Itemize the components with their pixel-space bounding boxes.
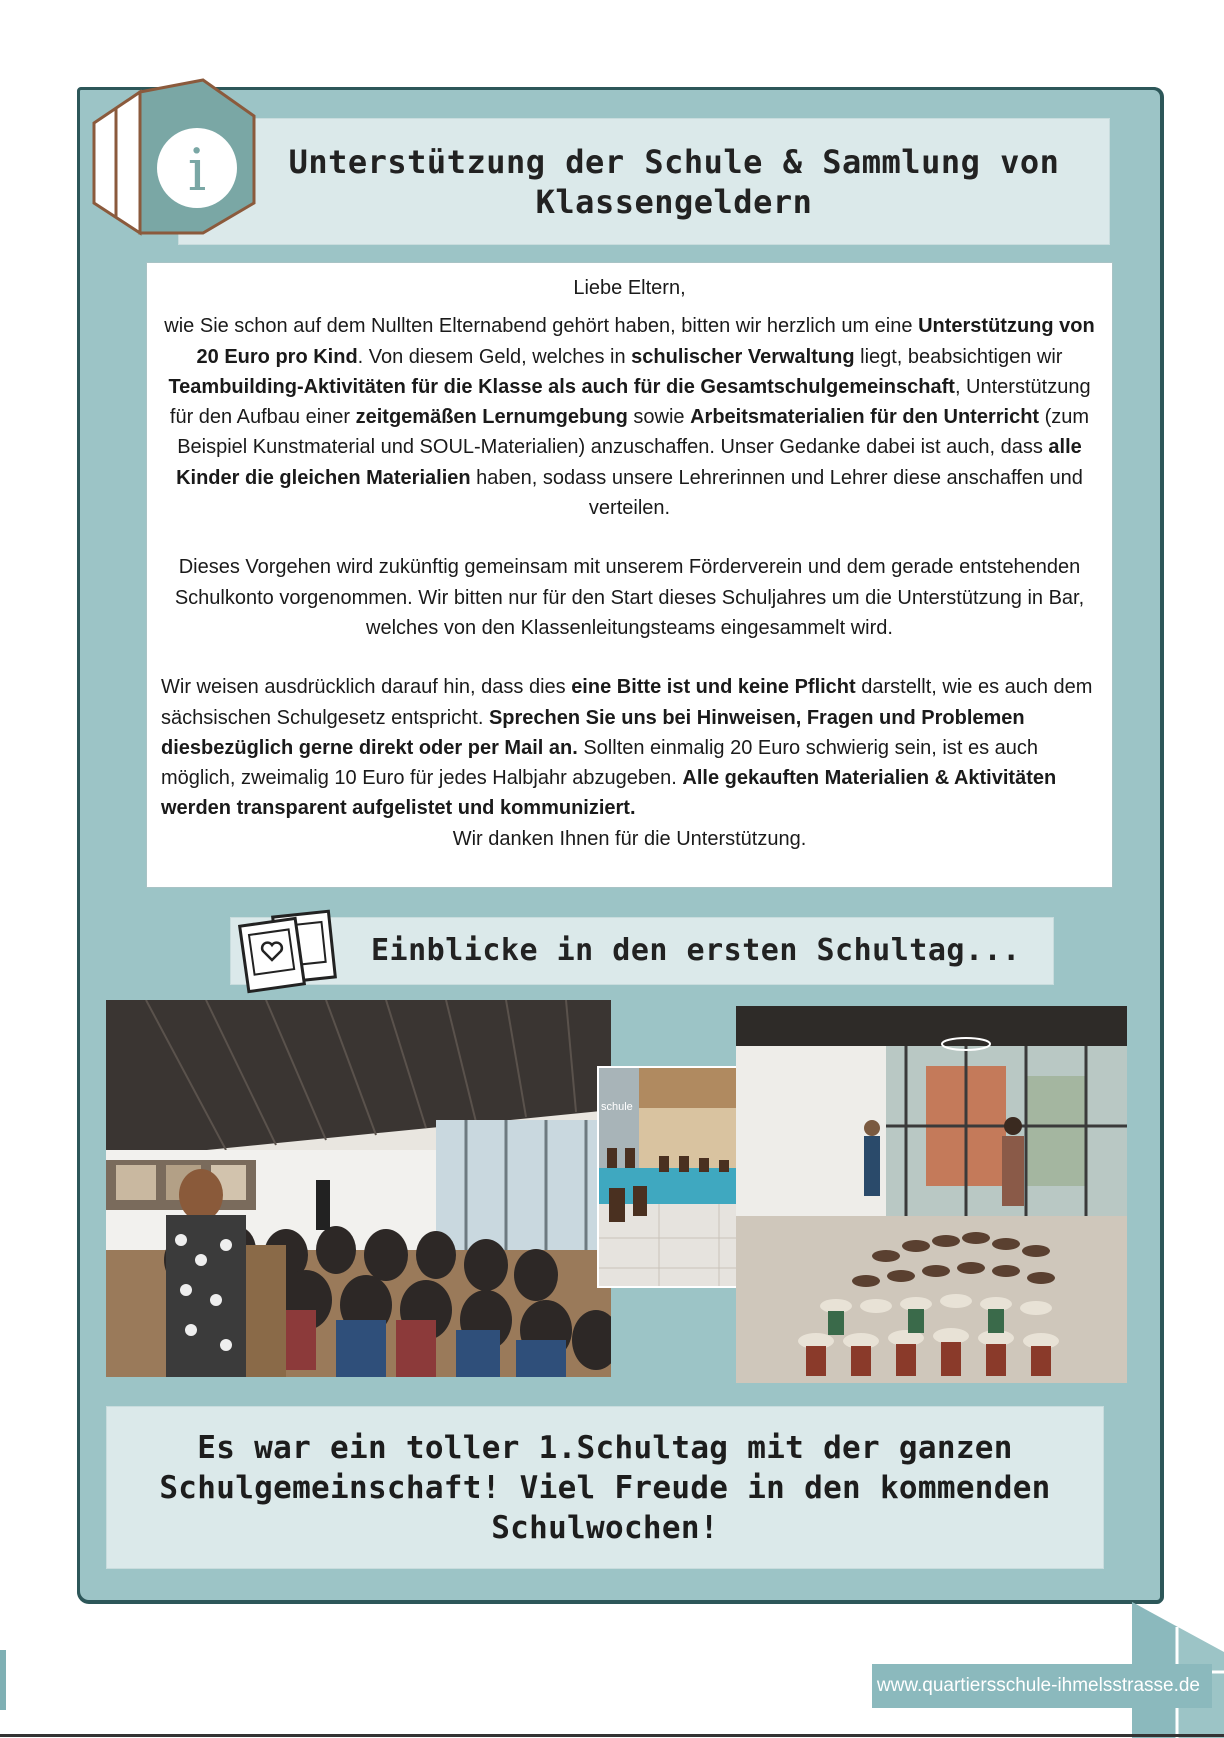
- letter-paragraph-2: Dieses Vorgehen wird zukünftig gemeinsam mit unserem Förderverein und dem gerade entstehenden Schulkonto vorgenommen. Wir bitten nur für den Start dieses Schuljahres um die Unterstützung in Bar, welches von den Klassenleitungsteams eingesammelt wird.: [174, 556, 1085, 639]
- parent-letter: [146, 262, 1113, 888]
- closing-message: Es war ein toller 1.Schultag mit der ganzen Schulgemeinschaft! Viel Freude in den kommenden Schulwochen!: [159, 1429, 1051, 1546]
- letter-paragraph-1: [161, 311, 1098, 523]
- p1-run: Teambuilding-Aktivitäten für die Klasse als auch für die Gesamtschulgemeinschaft: [168, 375, 955, 398]
- info-icon: [88, 78, 258, 243]
- p1-run: . Von diesem Geld, welches in: [357, 345, 632, 368]
- closing-panel: [106, 1406, 1104, 1569]
- photo-drums-floor: [736, 1006, 1127, 1383]
- section-title: Einblicke in den ersten Schultag...: [371, 933, 1021, 968]
- p3-run: darstellt, wie es auch dem sächsischen Schulgesetz entspricht.: [161, 676, 1093, 729]
- p3-run: Wir weisen ausdrücklich darauf hin, dass dies: [161, 676, 572, 699]
- p1-run: liegt, beabsichtigen wir: [854, 345, 1063, 368]
- letter-greeting: Liebe Eltern,: [573, 277, 686, 299]
- photo-frames-icon: [236, 908, 342, 994]
- p1-run: (zum Beispiel Kunstmaterial und SOUL-Materialien) anzuschaffen. Unser Gedanke dabei ist auch, dass: [177, 406, 1090, 459]
- p3-run: eine Bitte ist und keine Pflicht: [571, 676, 856, 699]
- p3-run: Sprechen Sie uns bei Hinweisen, Fragen und Problemen diesbezüglich gerne direkt oder per Mail an.: [161, 706, 1025, 759]
- bottom-rule: [0, 1734, 1224, 1737]
- page-title: Unterstützung der Schule & Sammlung von Klassengeldern: [288, 142, 1060, 221]
- website-url[interactable]: www.quartiersschule-ihmelsstrasse.de: [872, 1664, 1212, 1708]
- p1-run: , Unterstützung für den Aufbau einer: [169, 375, 1091, 429]
- p1-run: zeitgemäßen Lernumgebung: [355, 406, 628, 429]
- letter-thanks: Wir danken Ihnen für die Unterstützung.: [452, 827, 807, 850]
- section-panel: [230, 917, 1054, 985]
- p1-run: Unterstützung von 20 Euro pro Kind: [196, 315, 1095, 368]
- p1-run: schulischer Verwaltung: [631, 345, 855, 368]
- p1-run: sowie: [627, 406, 691, 429]
- p1-run: wie Sie schon auf dem Nullten Elternabend gehört haben, bitten wir herzlich um eine: [164, 315, 919, 338]
- p3-run: Sollten einmalig 20 Euro schwierig sein, ist es auch möglich, zweimalig 10 Euro für jedes Halbjahr abzugeben.: [161, 736, 1039, 790]
- photo-assembly-hall: [106, 1000, 611, 1377]
- wall-sign-text: schule: [601, 1101, 633, 1113]
- p1-run: Arbeitsmaterialien für den Unterricht: [690, 406, 1040, 429]
- p3-run: Alle gekauften Materialien & Aktivitäten werden transparent aufgelistet und kommuniziert.: [161, 767, 1057, 820]
- svg-text:i: i: [187, 136, 207, 204]
- title-panel: [178, 118, 1110, 245]
- left-edge-decoration: [0, 1650, 6, 1710]
- letter-paragraph-3: [161, 672, 1098, 823]
- p1-run: haben, sodass unsere Lehrerinnen und Lehrer diese anschaffen und verteilen.: [470, 466, 1083, 520]
- p1-run: alle Kinder die gleichen Materialien: [176, 436, 1082, 489]
